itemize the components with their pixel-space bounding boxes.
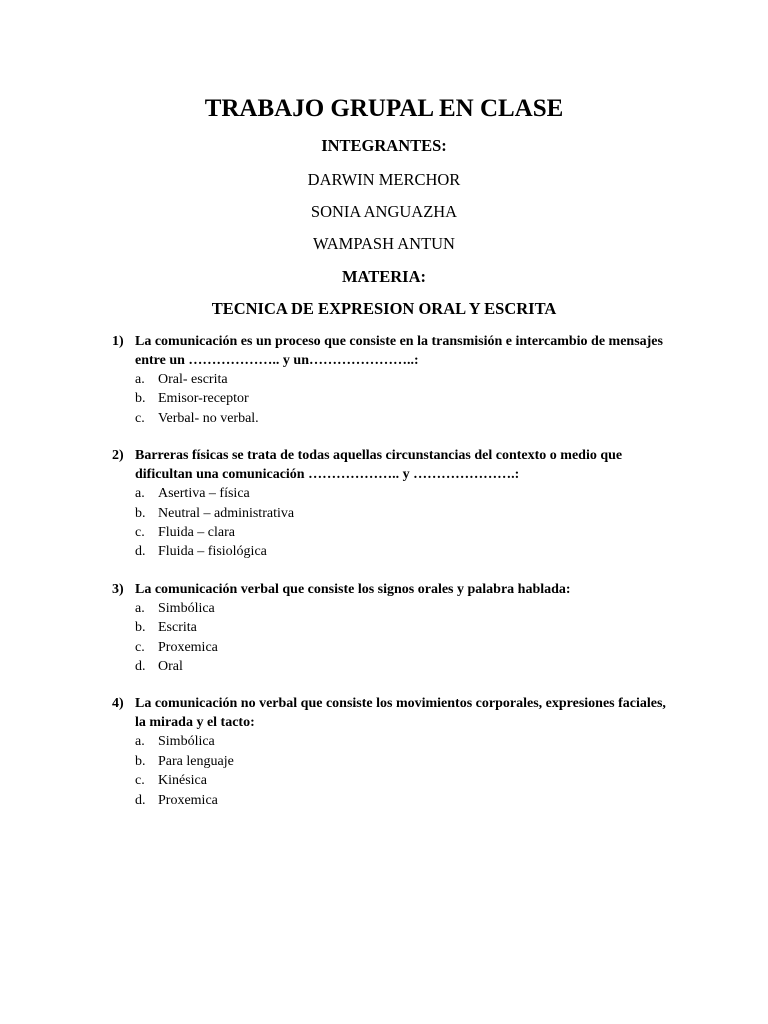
option-item <box>135 732 672 751</box>
option-list <box>112 370 672 428</box>
question-number: 1) <box>112 334 124 349</box>
option-item <box>135 389 672 408</box>
option-text: Para lenguaje <box>158 753 234 769</box>
question-prompt <box>112 694 672 732</box>
option-list <box>112 599 672 677</box>
option-list <box>112 484 672 562</box>
member-name: SONIA ANGUAZHA <box>310 202 458 221</box>
question-item <box>112 332 672 428</box>
option-item <box>135 618 672 637</box>
option-text: Escrita <box>158 620 197 636</box>
option-text: Oral <box>158 659 183 675</box>
option-text: Fluida – fisiológica <box>158 544 267 560</box>
option-item <box>135 771 672 790</box>
option-letter: c. <box>135 410 145 426</box>
option-text: Oral- escrita <box>158 372 228 387</box>
option-letter: a. <box>135 486 145 502</box>
option-text: Asertiva – física <box>158 486 250 502</box>
question-item <box>112 580 672 677</box>
option-letter: d. <box>135 659 146 675</box>
option-letter: b. <box>135 620 146 636</box>
option-letter: b. <box>135 753 146 769</box>
option-text: Fluida – clara <box>158 525 235 541</box>
question-text: La comunicación es un proceso que consiste en la transmisión e intercambio de mensajes entre un ……………….. y un…………………..: <box>135 334 663 368</box>
question-number: 4) <box>112 696 124 712</box>
document-title: TRABAJO GRUPAL EN CLASE <box>204 95 564 122</box>
member-name: DARWIN MERCHOR <box>307 170 461 189</box>
question-text: Barreras físicas se trata de todas aquellas circunstancias del contexto o medio que dificultan una comunicación ……………….. y ………………….: <box>135 448 623 483</box>
option-text: Kinésica <box>158 773 207 789</box>
question-item <box>112 694 672 810</box>
option-text: Verbal- no verbal. <box>158 410 259 426</box>
option-text: Proxemica <box>158 639 218 655</box>
option-item <box>135 657 672 676</box>
option-item <box>135 638 672 657</box>
option-item <box>135 523 672 542</box>
option-letter: c. <box>135 639 145 655</box>
option-item <box>135 542 672 561</box>
question-prompt <box>112 580 672 599</box>
option-text: Simbólica <box>158 734 215 750</box>
option-letter: a. <box>135 734 145 750</box>
option-letter: c. <box>135 773 145 789</box>
option-item <box>135 370 672 389</box>
option-text: Simbólica <box>158 600 215 616</box>
option-letter: a. <box>135 600 145 616</box>
question-prompt <box>112 332 672 370</box>
option-letter: c. <box>135 525 145 541</box>
question-text: La comunicación no verbal que consiste los movimientos corporales, expresiones faciales, la mirada y el tacto: <box>135 696 666 731</box>
option-item <box>135 484 672 503</box>
option-item <box>135 599 672 618</box>
question-list <box>112 332 672 828</box>
subject-heading: MATERIA: <box>341 267 427 286</box>
option-text: Neutral – administrativa <box>158 505 295 521</box>
question-number: 2) <box>112 448 124 464</box>
question-item <box>112 446 672 562</box>
option-letter: d. <box>135 792 146 808</box>
option-letter: b. <box>135 505 146 521</box>
option-item <box>135 752 672 771</box>
option-item <box>135 791 672 810</box>
option-item <box>135 504 672 523</box>
option-letter: d. <box>135 544 146 560</box>
question-prompt <box>112 446 672 484</box>
member-name: WAMPASH ANTUN <box>313 234 455 253</box>
option-text: Proxemica <box>158 792 218 808</box>
question-text: La comunicación verbal que consiste los signos orales y palabra hablada: <box>135 581 571 597</box>
option-letter: b. <box>135 391 146 407</box>
option-letter: a. <box>135 372 145 387</box>
members-heading: INTEGRANTES: <box>321 136 447 155</box>
option-list <box>112 732 672 810</box>
question-number: 3) <box>112 581 124 597</box>
option-text: Emisor-receptor <box>158 391 249 407</box>
subject-title: TECNICA DE EXPRESION ORAL Y ESCRITA <box>211 299 557 318</box>
option-item <box>135 409 672 428</box>
